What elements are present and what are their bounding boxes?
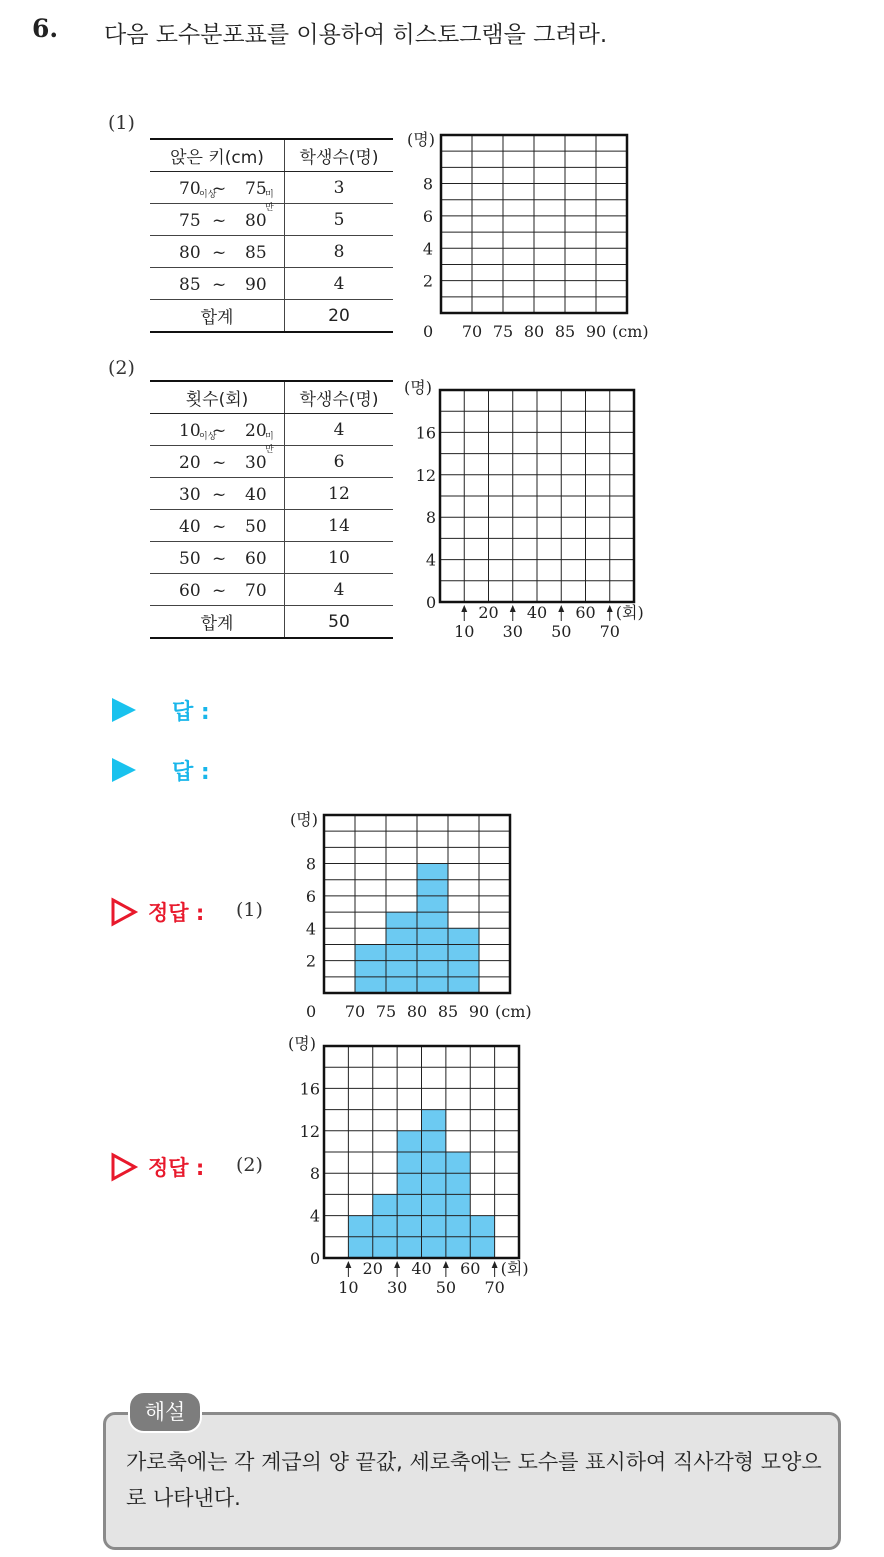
correct-label-1: 정답 : (148, 901, 205, 925)
count-cell: 5 (285, 204, 394, 236)
range-to: 90 (245, 274, 267, 295)
part2-header-count: 학생수(명) (285, 381, 394, 414)
plot-frame (324, 815, 510, 993)
range-from: 60 (179, 580, 201, 601)
tick-arrow-head (443, 1261, 449, 1268)
x-tick-label: 70 (484, 1278, 505, 1297)
sup-low-label: 이상 (199, 189, 217, 200)
range-from: 75 (179, 210, 201, 231)
explanation-tag: 해설 (128, 1391, 202, 1433)
sup-high-label: 미만 (265, 189, 274, 213)
range-tilde: ~ (212, 274, 227, 295)
range-tilde: ~ (212, 242, 227, 263)
range-to: 40 (245, 484, 267, 505)
x-unit-label: (cm) (612, 322, 649, 341)
table-row (150, 510, 393, 542)
range-tilde: ~ (212, 516, 227, 537)
count-cell: 4 (285, 574, 394, 606)
tick-arrow-head (558, 605, 564, 612)
y-unit-label: (명) (404, 378, 432, 397)
part1-header-class: 앉은 키(cm) (150, 139, 285, 172)
question-text: 다음 도수분포표를 이용하여 히스토그램을 그려라. (104, 22, 608, 48)
table-row (150, 414, 393, 446)
tick-arrow-head (492, 1261, 498, 1268)
x-tick-label: 60 (575, 603, 596, 622)
part1-header-count: 학생수(명) (285, 139, 394, 172)
range-from: 85 (179, 274, 201, 295)
range-from: 80 (179, 242, 201, 263)
range-from: 20 (179, 452, 201, 473)
y-tick-label: 8 (305, 854, 316, 874)
origin-label: 0 (423, 322, 434, 341)
range-from: 50 (179, 548, 201, 569)
range-tilde: ~ (212, 420, 227, 441)
x-tick-label: 85 (437, 1002, 459, 1021)
plot-frame (441, 135, 627, 313)
plot-frame (324, 1046, 519, 1258)
y-tick-label: 2 (305, 951, 316, 971)
origin-label: 0 (306, 1002, 317, 1021)
y-tick-label: 2 (422, 271, 433, 291)
explanation-text: 가로축에는 각 계급의 양 끝값, 세로축에는 도수를 표시하여 직사각형 모양으로 나타낸다. (126, 1450, 822, 1510)
tick-arrow-head (510, 605, 516, 612)
range-tilde: ~ (212, 580, 227, 601)
count-cell: 4 (285, 268, 394, 300)
count-cell: 12 (285, 478, 394, 510)
histogram-bar (355, 944, 386, 993)
x-unit-label: (회) (500, 1259, 529, 1278)
correct-part-1: (1) (236, 899, 263, 921)
total-label: 합계 (150, 300, 285, 333)
range-to: 60 (245, 548, 267, 569)
x-unit-label: (cm) (495, 1002, 532, 1021)
plot-frame (440, 390, 634, 602)
part1-label: (1) (108, 112, 135, 134)
x-tick-label: 40 (411, 1259, 432, 1278)
histogram-bar (397, 1131, 421, 1258)
range-from: 40 (179, 516, 201, 537)
table-total-row (150, 300, 393, 333)
y-tick-label: 16 (415, 423, 436, 443)
count-cell: 14 (285, 510, 394, 542)
table-row (150, 574, 393, 606)
range-to: 20 (245, 420, 267, 441)
tick-arrow-head (607, 605, 613, 612)
histogram-bar (470, 1216, 494, 1258)
table-row (150, 542, 393, 574)
sup-high-label: 미만 (265, 431, 274, 455)
origin-label: 0 (310, 1249, 321, 1268)
y-tick-label: 8 (422, 174, 433, 194)
count-cell: 3 (285, 172, 394, 204)
x-tick-label: 60 (460, 1259, 481, 1278)
count-cell: 10 (285, 542, 394, 574)
histogram-bar (422, 1110, 446, 1258)
correct-label-2: 정답 : (148, 1156, 205, 1180)
range-to: 80 (245, 210, 267, 231)
y-tick-label: 16 (299, 1079, 320, 1099)
y-tick-label: 8 (425, 508, 436, 528)
count-cell: 8 (285, 236, 394, 268)
tick-arrow-head (345, 1261, 351, 1268)
tick-arrow-head (461, 605, 467, 612)
x-tick-label: 30 (502, 622, 523, 641)
x-tick-label: 75 (375, 1002, 397, 1021)
table-total-row (150, 606, 393, 639)
range-from: 30 (179, 484, 201, 505)
tick-arrow-head (394, 1261, 400, 1268)
x-tick-label: 40 (526, 603, 548, 622)
histogram-bar (446, 1152, 470, 1258)
count-cell: 6 (285, 446, 394, 478)
range-tilde: ~ (212, 210, 227, 231)
y-unit-label: (명) (407, 130, 435, 149)
answer-arrow-icon (112, 758, 136, 782)
x-tick-label: 30 (386, 1278, 408, 1297)
y-tick-label: 4 (422, 239, 433, 259)
table-row (150, 478, 393, 510)
x-tick-label: 90 (585, 322, 607, 341)
x-tick-label: 10 (338, 1278, 359, 1297)
x-unit-label: (회) (615, 603, 644, 622)
range-to: 70 (245, 580, 267, 601)
y-tick-label: 4 (425, 550, 436, 570)
question-number: 6. (32, 14, 59, 43)
range-tilde: ~ (212, 484, 227, 505)
total-value: 20 (285, 300, 394, 333)
total-label: 합계 (150, 606, 285, 639)
range-to: 75 (245, 178, 267, 199)
x-tick-label: 70 (344, 1002, 366, 1021)
table-row (150, 268, 393, 300)
x-tick-label: 75 (492, 322, 514, 341)
range-tilde: ~ (212, 178, 227, 199)
y-tick-label: 6 (422, 206, 433, 226)
range-to: 85 (245, 242, 267, 263)
x-tick-label: 10 (454, 622, 475, 641)
x-tick-label: 85 (554, 322, 576, 341)
x-tick-label: 20 (478, 603, 499, 622)
origin-label: 0 (426, 593, 437, 612)
x-tick-label: 50 (435, 1278, 457, 1297)
total-value: 50 (285, 606, 394, 639)
histogram-bar (373, 1194, 397, 1258)
y-unit-label: (명) (288, 1034, 316, 1053)
answer-label-2: 답 : (172, 760, 210, 785)
sup-low-label: 이상 (199, 431, 217, 442)
range-from: 10 (179, 420, 201, 441)
x-tick-label: 50 (551, 622, 572, 641)
part2-frequency-table (150, 380, 393, 639)
x-tick-label: 70 (599, 622, 620, 641)
x-tick-label: 80 (406, 1002, 428, 1021)
y-tick-label: 6 (305, 886, 316, 906)
answer-label-1: 답 : (172, 700, 210, 725)
range-to: 50 (245, 516, 267, 537)
correct-triangle-icon (110, 897, 138, 927)
part1-frequency-table (150, 138, 393, 333)
histogram-bar (417, 864, 448, 993)
range-tilde: ~ (212, 452, 227, 473)
part2-header-class: 횟수(회) (150, 381, 285, 414)
table-row (150, 172, 393, 204)
count-cell: 4 (285, 414, 394, 446)
y-tick-label: 8 (309, 1164, 320, 1184)
range-to: 30 (245, 452, 267, 473)
part2-label: (2) (108, 357, 135, 379)
x-tick-label: 90 (468, 1002, 490, 1021)
histogram-bar (348, 1216, 372, 1258)
table-row (150, 236, 393, 268)
correct-part-2: (2) (236, 1154, 263, 1176)
correct-triangle-icon (110, 1152, 138, 1182)
y-tick-label: 12 (299, 1121, 320, 1141)
histogram-bar (386, 912, 417, 993)
x-tick-label: 20 (362, 1259, 383, 1278)
x-tick-label: 80 (523, 322, 545, 341)
y-tick-label: 12 (415, 465, 436, 485)
answer-arrow-icon (112, 698, 136, 722)
histogram-bar (448, 928, 479, 993)
range-from: 70 (179, 178, 201, 199)
x-tick-label: 70 (461, 322, 483, 341)
y-tick-label: 4 (309, 1206, 320, 1226)
y-tick-label: 4 (305, 919, 316, 939)
y-unit-label: (명) (290, 810, 318, 829)
range-tilde: ~ (212, 548, 227, 569)
